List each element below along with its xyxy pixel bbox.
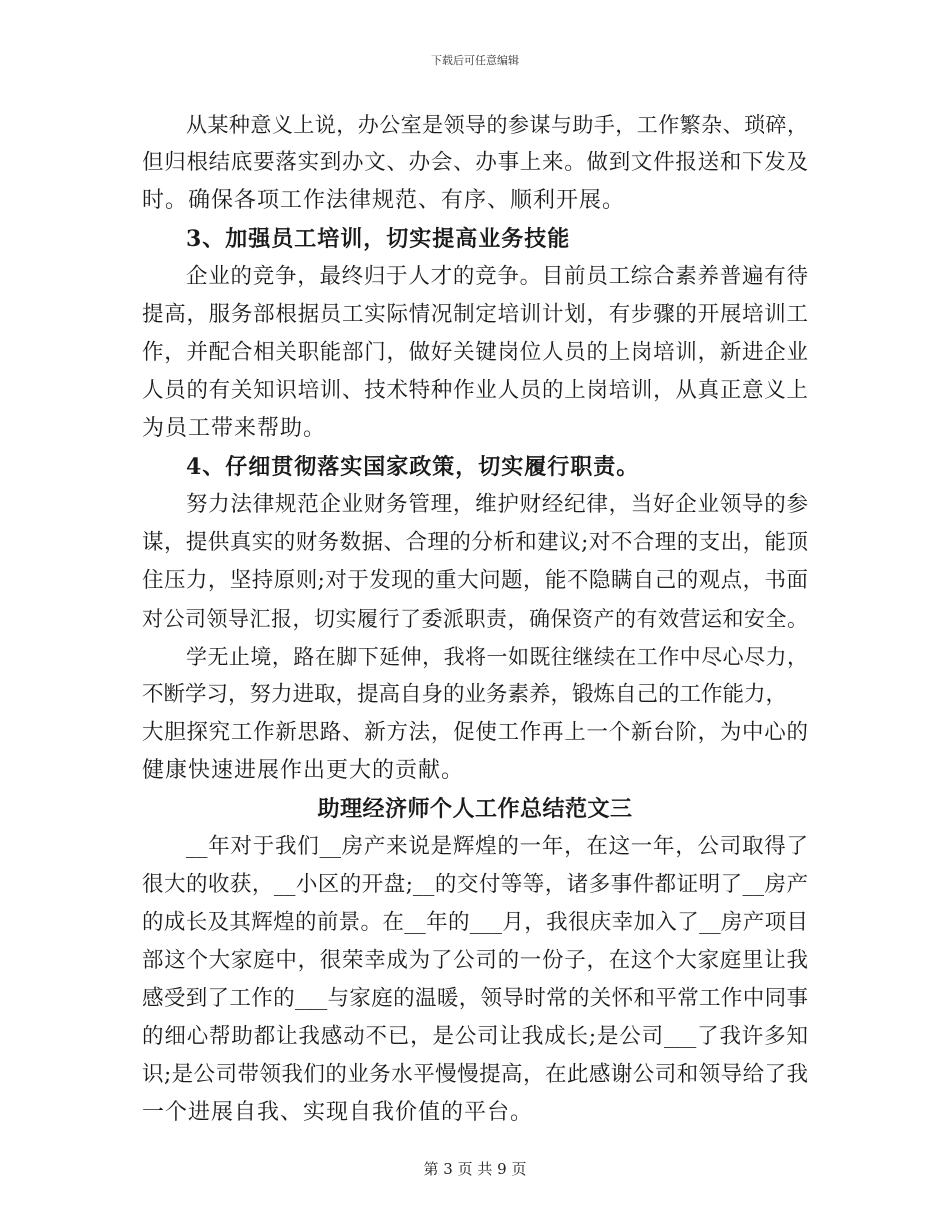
paragraph-line: __年对于我们__房产来说是辉煌的一年，在这一年，公司取得了: [186, 834, 808, 859]
paragraph-line: 住压力，坚持原则;对于发现的重大问题，能不隐瞒自己的观点，书面: [142, 568, 808, 593]
paragraph-line: 感受到了工作的___与家庭的温暖，领导时常的关怀和平常工作中同事: [142, 986, 808, 1011]
page-footer: 第 3 页 共 9 页: [423, 1160, 527, 1178]
paragraph-line: 从某种意义上说，办公室是领导的参谋与助手，工作繁杂、琐碎，: [186, 113, 808, 137]
paragraph-line: 谋，提供真实的财务数据、合理的分析和建议;对不合理的支出，能顶: [142, 530, 808, 555]
paragraph-line: 提高，服务部根据员工实际情况制定培训计划，有步骤的开展培训工: [142, 302, 808, 327]
paragraph-line: 企业的竞争，最终归于人才的竞争。目前员工综合素养普遍有待: [186, 264, 808, 289]
paragraph-line: 人员的有关知识培训、技术特种作业人员的上岗培训，从真正意义上: [142, 378, 808, 403]
document-body: [142, 106, 808, 1132]
paragraph-line: 的细心帮助都让我感动不已，是公司让我成长;是公司___了我许多知: [142, 1024, 808, 1049]
section-heading: 4、仔细贯彻落实国家政策，切实履行职责。: [186, 454, 640, 480]
paragraph-line: 作，并配合相关职能部门，做好关键岗位人员的上岗培训，新进企业: [142, 340, 808, 365]
paragraph-line: 对公司领导汇报，切实履行了委派职责，确保资产的有效营运和安全。: [142, 607, 808, 631]
paragraph-line: 学无止境，路在脚下延伸，我将一如既往继续在工作中尽心尽力，: [186, 645, 808, 669]
paragraph-line: 部这个大家庭中，很荣幸成为了公司的一份子，在这个大家庭里让我: [142, 948, 808, 973]
paragraph-line: 为员工带来帮助。: [142, 416, 327, 441]
paragraph-line: 时。确保各项工作法律规范、有序、顺利开展。: [142, 188, 626, 213]
paragraph-line: 的成长及其辉煌的前景。在__年的___月，我很庆幸加入了__房产项目: [142, 910, 808, 935]
paragraph-line: 健康快速进展作出更大的贡献。: [142, 758, 465, 783]
page-header: 下载后可任意编辑: [431, 54, 519, 67]
paragraph-line: 很大的收获，__小区的开盘;__的交付等等，诸多事件都证明了__房产: [142, 872, 808, 897]
paragraph-line: 不断学习，努力进取，提高自身的业务素养，锻炼自己的工作能力，: [142, 682, 788, 707]
paragraph-line: 努力法律规范企业财务管理，维护财经纪律，当好企业领导的参: [186, 492, 808, 517]
paragraph-line: 但归根结底要落实到办文、办会、办事上来。做到文件报送和下发及: [142, 150, 808, 175]
paragraph-line: 大胆探究工作新思路、新方法，促使工作再上一个新台阶，为中心的: [142, 720, 808, 745]
paragraph-line: 一个进展自我、实现自我价值的平台。: [142, 1100, 534, 1125]
article-title: 助理经济师个人工作总结范文三: [317, 796, 633, 822]
section-heading: 3、加强员工培训，切实提高业务技能: [186, 226, 571, 252]
paragraph-line: 识;是公司带领我们的业务水平慢慢提高，在此感谢公司和领导给了我: [142, 1062, 808, 1087]
